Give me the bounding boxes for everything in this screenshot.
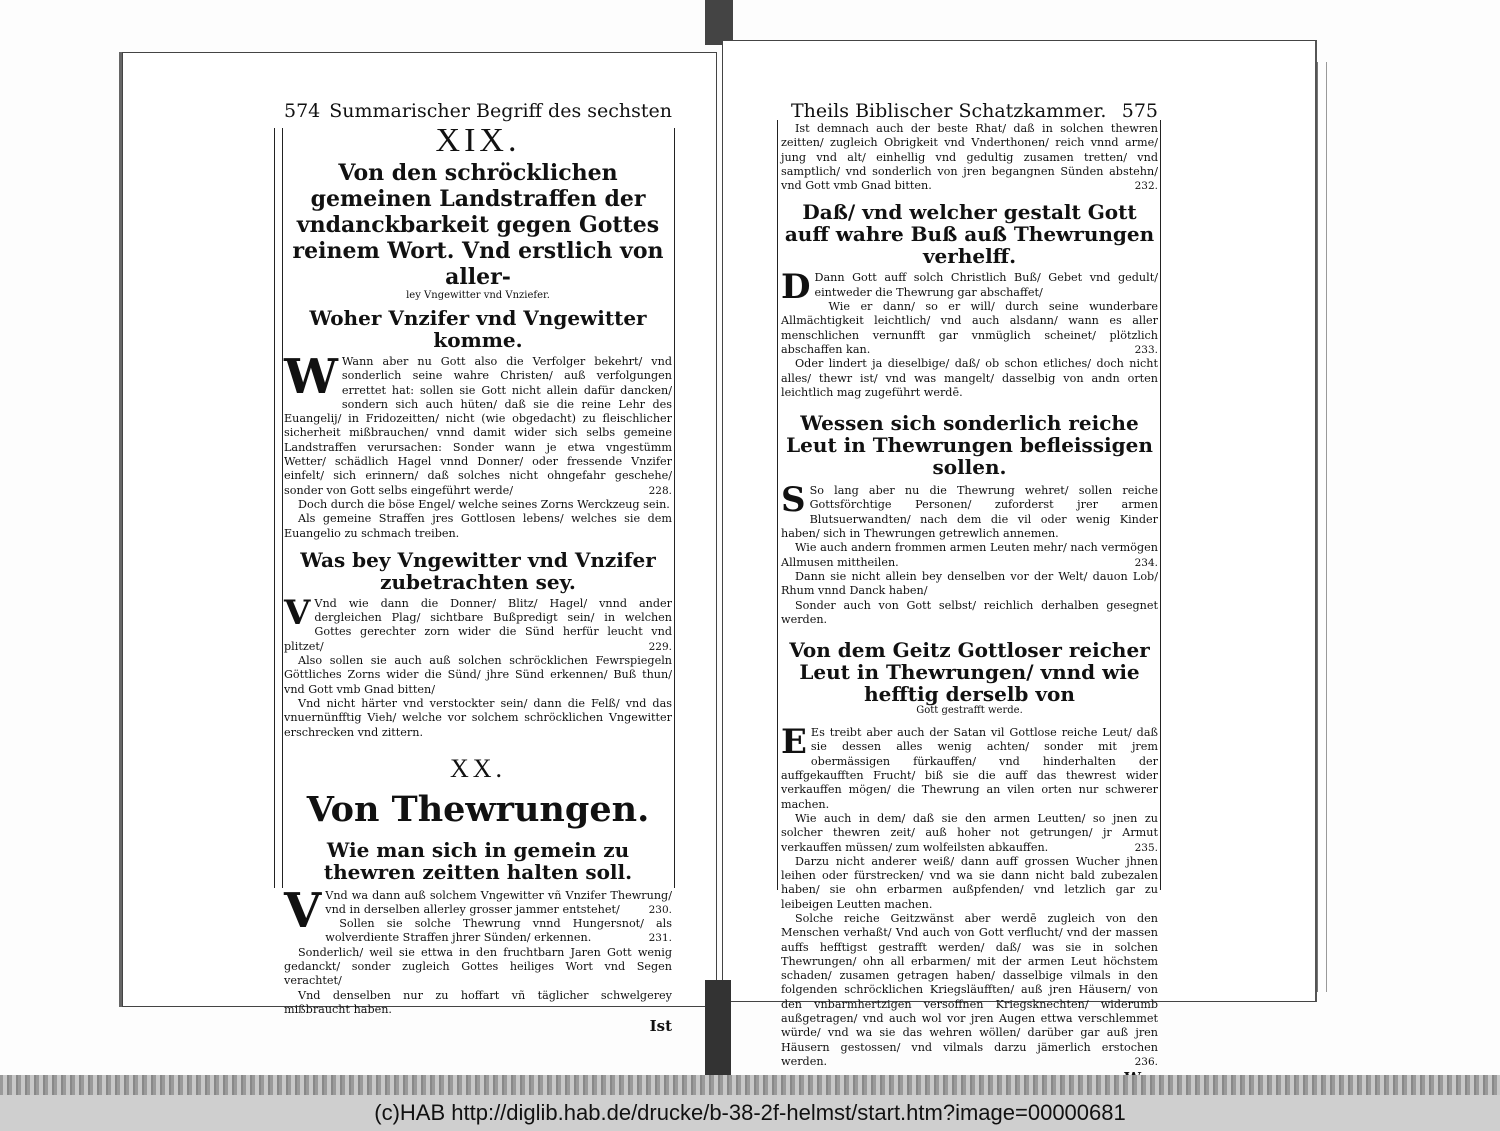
drop-capital: S <box>781 480 806 521</box>
drop-capital: V <box>284 592 311 633</box>
book-spine-bottom <box>705 980 731 1075</box>
paragraph: Vnd denselben nur zu hoffart vñ täglicher schwelgerey mißbraucht haben. <box>284 988 672 1016</box>
paragraph: Sollen sie solche Thewrung vnnd Hungersnot/ als wolverdiente Straffen jhrer Sünden/ erkennen. 231. <box>325 917 672 945</box>
paragraph: Wie er dann/ so er will/ durch seine wunderbare Allmächtigkeit leichtlich/ vnd auch alsdann/ wann es aller menschlichen vernunfft gar vnmüglich scheinet/ plötzlich abschaffen kan. 233. <box>781 300 1158 356</box>
book-spine-top <box>705 0 733 45</box>
verse-number: 229. <box>648 640 672 653</box>
paragraph: Sonderlich/ weil sie ettwa in den fruchtbarn Jaren Gott wenig gedanckt/ sonder zugleich Gottes heiliges Wort vnd Segen verachtet/ <box>284 945 672 988</box>
paragraph: Vnd nicht härter vnd verstockter sein/ dann die Felß/ vnd das vnuernünfftig Vieh/ welche vor solchem schröcklichen Vngewitter erschrecken vnd zittern. <box>284 696 672 739</box>
paragraph: W Wann aber nu Gott also die Verfolger bekehrt/ vnd sonderlich seine wahre Christen/ auß verfolgungen errettet hat: sollen sie Gott nicht allein dafür dancken/ sondern sich auch hüten/ daß sie die reine Lehr des Euangelij/ in Fridozeitten/ nicht (wie obgedacht) zu fleischlicher sicherheit mißbrauchen/ vnnd damit wider sich selbs gemeine Landstraffen verursachen: Sonder wann je etwa vngestümm Wetter/ schädlich Hagel vnnd Donner/ oder fressende Vnzifer einfelt/ sich erinnern/ daß solches nicht ohngefahr geschehe/ sonder von Gott selbs eingeführt werde/ 228. <box>284 349 672 497</box>
left-page-header <box>284 100 672 122</box>
paragraph: Wie auch andern frommen armen Leuten mehr/ nach vermögen Allmusen mittheilen. 234. <box>781 541 1158 569</box>
verse-number: 235. <box>1134 841 1158 854</box>
left-margin-rule-inner <box>282 128 283 888</box>
section-heading: Woher Vnzifer vnd Vngewitter komme. <box>309 306 647 352</box>
right-right-rule <box>1160 120 1161 890</box>
chapter-title: Von Thewrungen. <box>306 788 650 830</box>
page-number: 574 <box>284 100 321 122</box>
left-margin-rule <box>274 128 275 888</box>
verse-number: 233. <box>1134 343 1158 356</box>
section-heading: Was bey Vngewitter vnd Vnzifer zubetrachten sey. <box>300 547 656 594</box>
right-page-content <box>781 100 1158 1087</box>
verse-number: 228. <box>648 484 672 497</box>
left-right-rule <box>674 128 675 888</box>
copyright-footer: (c)HAB http://diglib.hab.de/drucke/b-38-2f-helmst/start.htm?image=00000681 <box>0 1095 1500 1131</box>
section-heading: Daß/ vnd welcher gestalt Gott auff wahre Buß auß Thewrungen verhelff. <box>784 200 1155 269</box>
drop-capital: D <box>781 267 811 308</box>
verse-number: 231. <box>648 932 672 945</box>
drop-capital: E <box>781 722 807 763</box>
paragraph: Als gemeine Straffen jres Gottlosen lebens/ welches sie dem Euangelio zu schmach treiben. <box>284 512 672 540</box>
paragraph: S So lang aber nu die Thewrung wehret/ sollen reiche Gottsförchtige Personen/ zuforderst jrer armen Blutsuerwandten/ nach dem die vil oder wenig Kinder haben/ sich in Thewrungen getrewlich annemen. <box>781 480 1158 541</box>
drop-capital: V <box>284 882 322 939</box>
section-heading: Wessen sich sonderlich reiche Leut in Thewrungen befleissigen sollen. <box>786 411 1153 480</box>
paragraph: V Vnd wie dann die Donner/ Blitz/ Hagel/ vnnd ander dergleichen Plag/ sichtbare Bußpredigt sein/ in welchen Gottes gerechter zorn wider die Sünd herfür leucht vnd plitzet/ 229. <box>284 592 672 653</box>
chapter-title: Von den schröcklichen gemeinen Landstraffen der vndanckbarkeit gegen Gottes reinem Wort. Vnd erstlich von aller- <box>292 160 664 290</box>
chapter-number: XX. <box>449 753 507 783</box>
catchword: Ist <box>649 1017 672 1036</box>
paragraph: Ist demnach auch der beste Rhat/ daß in solchen thewren zeitten/ zugleich Obrigkeit vnd Vnderthonen/ reich vnnd arme/ jung vnd alt/ einhellig vnd gedultig zusamen tretten/ vnd samptlich/ vnd sonderlich von jren begangnen Sünden abstehn/ vnd Gott vmb Gnad bitten. 232. <box>781 122 1158 193</box>
paragraph: Solche reiche Geitzwänst aber werdē zugleich von den Menschen verhaßt/ Vnd auch von Gott verflucht/ vnd der massen auffs hefftigst gestrafft werden/ daß/ was sie in solchen Thewrungen/ ohn all erbarmen/ mit der armen Leut höchstem schaden/ zusamen getragen haben/ dasselbige vilmals in den folgenden schröcklichen Kriegsläufften/ auß jren Häusern/ von den vnbarmhertzigen versoffnen Kriegsknechten/ widerumb außgetragen/ vnd auch wol vor jren Augen ettwa verschlemmet würde/ vnd wa sie das wehren wöllen/ darüber gar auß jren Häusern gestossen/ vnd vilmals darzu jämerlich erstochen werden. 236. <box>781 911 1158 1068</box>
paragraph: Wie auch in dem/ daß sie den armen Leutten/ so jnen zu solcher thewren zeit/ auß hoher not getrungen/ jr Armut verkauffen müssen/ zum wolfeilsten abkauffen. 235. <box>781 811 1158 854</box>
right-page-header <box>781 100 1158 122</box>
verse-number: 230. <box>648 903 672 916</box>
section-heading: Wie man sich in gemein zu thewren zeitten halten soll. <box>323 837 633 884</box>
paragraph: Darzu nicht anderer weiß/ dann auff grossen Wucher jhnen leihen oder fürstrecken/ vnd wa sie dann nicht bald zubezalen haben/ sie ohn erbarmen außpfenden/ vnd letzlich gar zu leibeigen Leutten machen. <box>781 854 1158 911</box>
page-edges <box>1317 62 1327 992</box>
page-number: 575 <box>1121 100 1158 122</box>
paragraph: Sonder auch von Gott selbst/ reichlich derhalben gesegnet werden. <box>781 598 1158 626</box>
chapter-title-small: ley Vngewitter vnd Vnziefer. <box>406 290 550 301</box>
verse-number: 236. <box>1134 1055 1158 1068</box>
left-page-content <box>284 100 672 1035</box>
verse-number: 232. <box>1134 180 1158 193</box>
paragraph: Oder lindert ja dieselbige/ daß/ ob schon etliches/ doch nicht alles/ thewr ist/ vnd was mangelt/ dasselbig von andn orten leichtlich mag zugeführt werdē. <box>781 357 1158 399</box>
running-head: Theils Biblischer Schatzkammer. <box>791 100 1107 122</box>
running-head: Summarischer Begriff des sechsten <box>329 100 672 122</box>
section-heading: Von dem Geitz Gottloser reicher Leut in Thewrungen/ vnnd wie hefftig derselb von <box>789 638 1150 707</box>
paragraph: D Dann Gott auff solch Christlich Buß/ Gebet vnd gedult/ eintweder die Thewrung gar abschaffet/ <box>781 267 1158 308</box>
paragraph: E Es treibt aber auch der Satan vil Gottlose reiche Leut/ daß sie dessen alles wenig achten/ sonder mit jrem obermässigen fürkauffen/ vnd hinderhalten der auffgekaufften Frucht/ biß sie die auff das thewrest wider verkauffen mögen/ die Thewrung an vilen orten nur schwerer machen. <box>781 722 1158 811</box>
paragraph: Doch durch die böse Engel/ welche seines Zorns Werckzeug sein. <box>298 497 670 511</box>
paragraph: Dann sie nicht allein bey denselben vor der Welt/ dauon Lob/ Rhum vnnd Danck haben/ <box>781 569 1158 598</box>
section-heading-small: Gott gestrafft werde. <box>916 705 1023 717</box>
verse-number: 234. <box>1134 556 1158 569</box>
paragraph: Also sollen sie auch auß solchen schröcklichen Fewrspiegeln Göttliches Zorns wider die Sünd/ jhre Sünd erkennen/ Buß thun/ vnd Gott vmb Gnad bitten/ <box>284 654 672 696</box>
paragraph: V Vnd wa dann auß solchem Vngewitter vñ Vnzifer Thewrung/ vnd in derselben allerley grosser jammer entstehet/ 230. <box>284 882 672 939</box>
right-left-rule <box>777 120 778 890</box>
scan-bed-edge <box>0 1075 1500 1095</box>
drop-capital: W <box>284 349 338 405</box>
chapter-number: XIX. <box>435 122 521 159</box>
